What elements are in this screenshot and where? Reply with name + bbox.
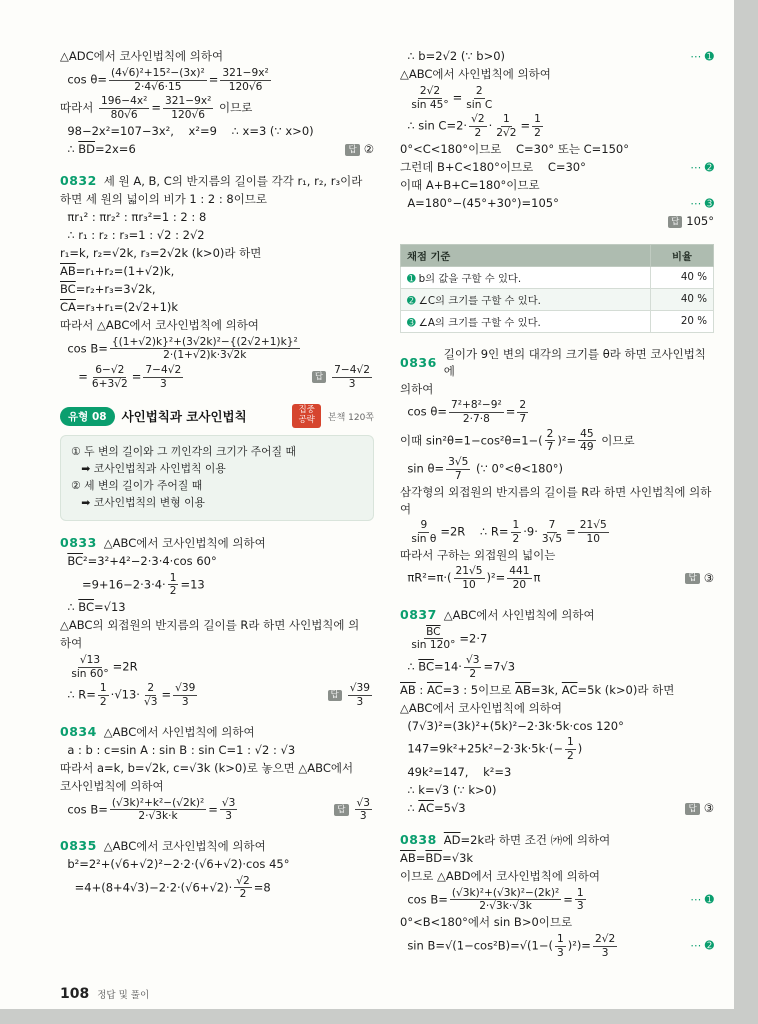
text-line (400, 84, 714, 112)
text-line (60, 723, 374, 742)
line-text: 그런데 B+C<180°이므로 C=30° (400, 160, 586, 175)
line-text: a : b : c=sin A : sin B : sin C=1 : √2 : √3 (60, 743, 296, 757)
line-text: cos θ= $\frac{\text{(4√6)²+15²−(3x)²}}{2\cdot 4√6\cdot 15}$ = $\frac{\text{321−9x²}}{120√6}$ (60, 67, 269, 93)
table-row (401, 288, 714, 310)
text-line (400, 427, 714, 455)
text-line (60, 299, 374, 317)
text-line (60, 123, 374, 141)
text-line (60, 874, 374, 902)
line-text: 하면 세 원의 넓이의 비가 1 : 2 : 8이므로 (60, 191, 268, 206)
line-text: r₁=k, r₂=√2k, r₃=2√2k (k>0)라 하면 (60, 245, 262, 260)
overline-segment: $\overline{AC}$ (418, 801, 434, 816)
text-line (60, 856, 374, 874)
text-line (60, 227, 374, 245)
fraction: $\frac{2}{7}$ (546, 427, 554, 454)
line-text: 의하여 (400, 381, 434, 396)
overline-segment: $\overline{BC}$ (60, 281, 76, 296)
text-line (400, 699, 714, 717)
line-text: b²=2²+(√6+√2)²−2·2·(√6+√2)·cos 45° (60, 857, 290, 872)
line-text: ➡ 코사인법칙의 변형 이용 (71, 496, 205, 510)
line-text: $\overline{AB}=r_1+r_2=(1+√2)k$, (60, 263, 175, 278)
text-line (400, 735, 714, 763)
line-text: sin θ= $\frac{3√5}{7}$ (∵ 0°<θ<180°) (400, 456, 564, 482)
step-marker: ⋯ ➋ (690, 160, 714, 174)
fraction: $\frac{2}{√3}$ (143, 682, 158, 709)
overline-segment: $\overline{AB}$ (400, 850, 416, 865)
line-text: △ABC에서 코사인법칙에 의하여 (400, 700, 562, 715)
fraction: $\frac{45}{49}$ (580, 427, 594, 454)
line-text: 98−2x²=107−3x², x²=9 ∴ x=3 (∵ x>0) (60, 124, 314, 139)
answer-icon: 답 (685, 573, 699, 585)
fraction: $\frac{√3}{2}$ (465, 654, 480, 680)
line-text: 삼각형의 외접원의 반지름의 길이를 R라 하면 사인법칙에 의하여 (400, 484, 712, 516)
line-text: △ABC의 외접원의 반지름의 길이를 R라 하면 사인법칙에 의 (60, 618, 360, 633)
text-line (60, 172, 374, 191)
solution-block (400, 606, 714, 818)
fraction: $\frac{3√5}{7}$ (448, 456, 469, 482)
criteria-cell: ➊ b의 값을 구할 수 있다. (401, 266, 651, 288)
line-text: 따라서 $\frac{\text{196−4x²}}{80√6}$ = $\frac{\text{321−9x²}}{120√6}$ 이므로 (60, 95, 253, 122)
line-text: $\frac{\overline{BC}}{\sin 120^\circ}$ =2·7 (411, 625, 488, 652)
problem-number: 0833 (60, 534, 97, 550)
text-line (400, 112, 714, 140)
line-text: 49k²=147, k²=3 (400, 765, 512, 780)
fraction: $\frac{2√2}{\sin 45^\circ}$ (411, 85, 449, 111)
line-text: ∴ sin C=2· $\frac{√2}{2}$ · $\frac{1}{2√2}$ = $\frac{1}{2}$ (400, 113, 541, 140)
answer-value: 105° (686, 214, 714, 229)
fraction: $\frac{21√5}{10}$ (455, 565, 483, 592)
fraction: $\frac{1}{3}$ (576, 886, 584, 913)
line-text: ∴ $\overline{BC}=√13$ (60, 600, 126, 615)
line-text: △ABC에서 사인법칙에 의하여 (400, 67, 551, 82)
text-line (400, 380, 714, 398)
criteria-cell: ➌ ∠A의 크기를 구할 수 있다. (401, 310, 651, 332)
text-line (400, 546, 714, 564)
text-line (60, 681, 374, 709)
line-text: A=180°−(45°+30°)=105° (400, 196, 559, 211)
book-reference: 본책 120쪽 (327, 412, 374, 423)
overline-segment: $\overline{AB}$ (60, 263, 76, 278)
answer-icon: 답 (334, 804, 348, 816)
fraction: $\frac{\text{(√3k)²+k²−(√2k)²}}{2\cdot√3k\cdot k}$ (111, 796, 205, 823)
fraction: $\frac{√3}{3}$ (356, 796, 370, 823)
line-text: △ABC에서 사인법칙에 의하여 (103, 724, 255, 739)
problem-number: 0832 (60, 172, 97, 188)
grading-criteria-table (400, 244, 714, 333)
text-line (400, 177, 714, 195)
text-line (60, 245, 374, 263)
ratio-cell: 20 % (651, 310, 714, 332)
overline-segment: $\overline{AC}$ (561, 682, 578, 697)
line-text: cos B= $\frac{\text{\{(1+√2)k\}²+(3√2k)²−\{(2√2+1)k\}²}}{2\cdot(1+√2)k\cdot 3√2k}$ (60, 335, 298, 362)
line-text: ② 세 변의 길이가 주어질 때 (71, 479, 203, 493)
answer-value (353, 796, 375, 824)
overline-segment: $\overline{AD}$ (443, 832, 461, 847)
type-badge: 유형 08 (60, 407, 115, 426)
line-text: ∴ R= $\frac{1}{2}$ ·√13· $\frac{2}{√3}$ = $\frac{√39}{3}$ (60, 682, 196, 709)
text-line (400, 850, 714, 868)
overline-segment: $\overline{BC}$ (426, 625, 441, 638)
text-line (400, 717, 714, 735)
line-text: $\overline{AB}$ : $\overline{AC}=3$ : 5이므로 $\overline{AB}=3k$, $\overline{AC}=5k$ (k>0)라 하면 (400, 682, 675, 697)
line-text: 하여 (60, 636, 83, 651)
text-line (60, 141, 374, 159)
line-text: △ABC에서 코사인법칙에 의하여 (103, 838, 266, 853)
step-marker: ⋯ ➊ (690, 49, 714, 63)
fraction: $\frac{441}{20}$ (509, 565, 530, 592)
page-number: 108 (60, 986, 90, 1002)
fraction: $\frac{1}{2}$ (567, 736, 574, 763)
line-text: =9+16−2·3·4· $\frac{1}{2}$ =13 (60, 571, 205, 598)
solution-block (400, 831, 714, 961)
line-text: $\overline{BC}^2=3^2+4^2-2\cdot 3\cdot 4\cdot\cos$ 60° (67, 554, 217, 569)
line-text: 따라서 구하는 외접원의 넓이는 (400, 547, 556, 562)
line-text: △ABC에서 사인법칙에 의하여 (443, 607, 595, 622)
line-text: 이때 sin²θ=1−cos²θ=1−( $\frac{2}{7}$ )²= $\frac{45}{49}$ 이므로 (400, 427, 635, 454)
table-row (401, 310, 714, 332)
type-title: 사인법칙과 코사인법칙 (121, 409, 247, 425)
text-line (400, 455, 714, 483)
problem-number: 0836 (400, 354, 437, 370)
text-line (60, 263, 374, 281)
overline-segment: $\overline{CA}$ (60, 299, 76, 314)
line-text: 0°<B<180°에서 sin B>0이므로 (400, 915, 573, 930)
fraction: $\frac{1}{2}$ (169, 571, 177, 598)
text-block (400, 48, 714, 231)
answer (328, 681, 374, 709)
answer-icon: 답 (668, 216, 682, 228)
line-text: 이때 A+B+C=180°이므로 (400, 178, 540, 193)
overline-segment: $\overline{BD}$ (425, 850, 443, 865)
ratio-cell: 40 % (651, 288, 714, 310)
fraction: $\frac{1}{2}$ (512, 519, 520, 545)
overline-segment: $\overline{AC}$ (426, 682, 443, 697)
line-text: ∴ b=2√2 (∵ b>0) (400, 49, 506, 64)
text-line (400, 606, 714, 625)
line-text: $\frac{√13}{\sin 60^\circ}$ =2R (71, 654, 138, 680)
overline-segment: $\overline{BC}$ (418, 659, 435, 674)
problem-number: 0838 (400, 831, 437, 847)
text-line (400, 141, 714, 159)
line-text: 0°<C<180°이므로 C=30° 또는 C=150° (400, 142, 629, 157)
text-line (400, 831, 714, 850)
text-line (60, 534, 374, 553)
line-text: $\frac{9}{\text{sin θ}}$ =2R ∴ R= $\frac{1}{2}$ ·9· $\frac{7}{3√5}$ = $\frac{21√5}{10}$ (411, 519, 607, 545)
line-text: $\overline{CA}=r_3+r_1=(2√2+1)k$ (60, 299, 179, 314)
ratio-header: 비율 (651, 244, 714, 266)
line-text: 이므로 △ABD에서 코사인법칙에 의하여 (400, 868, 600, 883)
line-text: = $\frac{6-√2}{6+3√2}$ = $\frac{7-4√2}{3}$ (60, 363, 182, 390)
text-line (60, 209, 374, 227)
answer-icon: 답 (312, 371, 326, 383)
text-line (71, 461, 363, 478)
grading-criteria-table-block (400, 244, 714, 333)
type-box (60, 404, 374, 521)
step-marker: ⋯ ➌ (690, 196, 714, 210)
criteria-header: 채점 기준 (401, 244, 651, 266)
line-text: $\overline{AB}=\overline{BD}=√3k$ (400, 850, 474, 865)
text-line (60, 191, 374, 209)
text-line (400, 653, 714, 681)
text-line (60, 635, 374, 653)
text-line (400, 564, 714, 592)
fraction: $\frac{\text{321−9x²}}{120√6}$ (222, 67, 269, 93)
line-text: 따라서 △ABC에서 코사인법칙에 의하여 (60, 317, 259, 332)
fraction: $\frac{1}{3}$ (556, 932, 564, 959)
overline-segment: $\overline{BD}$ (78, 142, 96, 157)
line-text: 길이가 9인 변의 대각의 크기를 θ라 하면 코사인법칙에 (443, 346, 706, 379)
line-text: $\frac{2√2}{\sin 45^\circ}$ = $\frac{2}{\text{sin C}}$ (411, 85, 493, 111)
answer-icon: 답 (685, 803, 699, 815)
text-line (60, 335, 374, 363)
line-text: △ABC에서 코사인법칙에 의하여 (103, 535, 266, 550)
footer-label: 정답 및 풀이 (97, 990, 150, 1001)
fraction: $\frac{1}{2}$ (534, 113, 541, 140)
fraction: $\frac{\text{(√3k)²+(√3k)²−(2k)²}}{2\cdot√3k\cdot√3k}$ (451, 886, 560, 913)
table-row (401, 266, 714, 288)
solution-block (60, 837, 374, 902)
fraction: $\frac{√2}{2}$ (236, 874, 250, 901)
line-text: 코사인법칙에 의하여 (60, 779, 164, 793)
page-edge-bottom (0, 1009, 758, 1024)
text-line (400, 625, 714, 653)
answer-icon: 답 (345, 144, 359, 156)
text-block (60, 48, 374, 159)
solution-block (60, 534, 374, 710)
answer-value (330, 363, 374, 391)
answer (668, 213, 714, 230)
problem-number: 0834 (60, 723, 97, 739)
step-marker: ⋯ ➋ (690, 938, 714, 952)
line-text: =4+(8+4√3)−2·2·(√6+√2)· $\frac{√2}{2}$ =8 (60, 874, 271, 901)
text-line (60, 837, 374, 856)
fraction: $\frac{9}{\text{sin θ}}$ (411, 519, 437, 545)
text-line (60, 66, 374, 94)
left-column (60, 48, 374, 973)
solution-block (400, 346, 714, 593)
fraction: $\frac{\text{321−9x²}}{120√6}$ (164, 95, 212, 122)
fraction: $\frac{\text{\{(1+√2)k\}²+(3√2k)²−\{(2√2+1)k\}²}}{2\cdot(1+√2)k\cdot 3√2k}$ (111, 335, 298, 362)
text-line (400, 159, 714, 177)
text-line (71, 478, 363, 495)
text-line (60, 778, 374, 796)
text-line (400, 886, 714, 914)
fraction: $\frac{21√5}{10}$ (579, 519, 607, 545)
fraction: $\frac{√2}{2}$ (471, 113, 485, 140)
answer (685, 800, 714, 817)
text-line (400, 484, 714, 519)
overline-segment: $\overline{AB}$ (515, 682, 531, 697)
text-line (60, 317, 374, 335)
text-line (400, 48, 714, 66)
fraction: $\frac{\text{196−4x²}}{80√6}$ (100, 95, 148, 122)
type-box-header (60, 404, 374, 428)
step-marker: ⋯ ➊ (690, 892, 714, 906)
problem-number: 0835 (60, 838, 97, 854)
answer (345, 141, 374, 158)
text-line (60, 553, 374, 571)
step-marker: ➋ (407, 294, 416, 307)
right-column (400, 48, 714, 973)
text-line (400, 195, 714, 213)
line-text: 세 원 A, B, C의 반지름의 길이를 각각 r₁, r₂, r₃이라 (103, 173, 363, 188)
line-text: 147=9k²+25k²−2·3k·5k·(− $\frac{1}{2}$ ) (400, 736, 583, 763)
fraction: $\frac{2}{\text{sin C}}$ (466, 85, 493, 111)
text-line (400, 932, 714, 960)
fraction: $\frac{2√2}{3}$ (594, 932, 616, 959)
fraction: $\frac{\text{(4√6)²+15²−(3x)²}}{2\cdot 4√6\cdot 15}$ (111, 67, 205, 93)
text-line (60, 760, 374, 778)
text-line (400, 764, 714, 782)
answer-value: ② (363, 142, 374, 157)
text-line (60, 653, 374, 681)
fraction: $\frac{1}{2}$ (99, 682, 107, 709)
fraction: $\frac{7-4√2}{3}$ (145, 363, 182, 390)
line-text: cos θ= $\frac{\text{7²+8²−9²}}{2\cdot 7\cdot 8}$ = $\frac{2}{7}$ (400, 399, 527, 426)
fraction: $\frac{√39}{3}$ (349, 682, 370, 709)
text-line (400, 782, 714, 800)
text-line (400, 518, 714, 546)
fraction: $\frac{√13}{\sin 60^\circ}$ (71, 654, 109, 680)
line-text: sin B=√(1−cos²B)=√(1−( $\frac{1}{3}$ )²)= $\frac{2√2}{3}$ (400, 932, 616, 959)
text-line (400, 800, 714, 818)
overline-segment: $\overline{BC}$ (67, 554, 84, 569)
fraction: $\frac{2}{7}$ (519, 399, 527, 426)
text-line (60, 48, 374, 66)
fraction: $\frac{√3}{3}$ (221, 796, 236, 823)
text-line (60, 363, 374, 391)
page-edge-right (734, 0, 758, 1024)
step-marker: ➊ (407, 272, 416, 285)
answer (312, 363, 374, 391)
text-line (71, 495, 363, 512)
line-text: πr₁² : πr₂² : πr₃²=1 : 2 : 8 (60, 209, 207, 224)
fraction: $\frac{6-√2}{6+3√2}$ (91, 363, 128, 390)
answer-value: ③ (703, 571, 714, 586)
answer (334, 796, 374, 824)
overline-segment: $\overline{AB}$ (400, 682, 416, 697)
criteria-cell: ➋ ∠C의 크기를 구할 수 있다. (401, 288, 651, 310)
answer (685, 570, 714, 587)
text-line (400, 213, 714, 231)
focus-flag-badge: 집중 공략 (292, 404, 320, 428)
line-text: $\overline{AD}=2k$라 하면 조건 ㈎에 의하여 (443, 832, 611, 847)
text-line (60, 571, 374, 599)
line-text: 따라서 a=k, b=√2k, c=√3k (k>0)로 놓으면 △ABC에서 (60, 761, 354, 775)
text-line (60, 599, 374, 617)
text-line (60, 94, 374, 122)
text-line (400, 914, 714, 932)
fraction: $\frac{1}{2√2}$ (496, 113, 517, 140)
step-marker: ➌ (407, 316, 416, 329)
problem-number: 0837 (400, 606, 437, 622)
page-footer (60, 986, 149, 1002)
line-text: ∴ r₁ : r₂ : r₃=1 : √2 : 2√2 (60, 227, 205, 242)
fraction: $\frac{\overline{BC}}{\sin 120^\circ}$ (411, 625, 456, 652)
line-text: (7√3)²=(3k)²+(5k)²−2·3k·5k·cos 120° (400, 718, 624, 733)
fraction: $\frac{7-4√2}{3}$ (334, 363, 370, 390)
line-text: △ADC에서 코사인법칙에 의하여 (60, 49, 224, 64)
answer-value (346, 681, 374, 709)
text-line (60, 742, 374, 760)
fraction: $\frac{7}{3√5}$ (541, 519, 563, 545)
answer-icon: 답 (328, 690, 342, 702)
fraction: $\frac{√39}{3}$ (175, 682, 196, 709)
solution-block (60, 172, 374, 392)
line-text: ➡ 코사인법칙과 사인법칙 이용 (71, 462, 226, 476)
overline-segment: $\overline{BC}$ (78, 600, 95, 615)
text-line (71, 444, 363, 461)
line-text: ① 두 변의 길이와 그 끼인각의 크기가 주어질 때 (71, 445, 296, 459)
answer-value: ③ (703, 801, 714, 816)
line-text: $\overline{BC}=r_2+r_3=3√2k$, (60, 281, 156, 296)
line-text: cos B= $\frac{\text{(√3k)²+k²−(√2k)²}}{2\cdot√3k\cdot k}$ = $\frac{√3}{3}$ (60, 796, 236, 823)
text-line (400, 398, 714, 426)
line-text: cos B= $\frac{\text{(√3k)²+(√3k)²−(2k)²}}{2\cdot√3k\cdot√3k}$ = $\frac{1}{3}$ (400, 886, 584, 913)
text-line (60, 617, 374, 635)
line-text: ∴ k=√3 (∵ k>0) (400, 783, 497, 798)
text-line (400, 681, 714, 699)
text-line (60, 281, 374, 299)
page-content (60, 48, 714, 973)
solution-block (60, 723, 374, 824)
fraction: $\frac{\text{7²+8²−9²}}{2\cdot 7\cdot 8}$ (451, 399, 502, 426)
text-line (60, 796, 374, 824)
line-text: ∴ $\overline{BD}=2x=6$ (60, 142, 136, 157)
text-line (400, 346, 714, 381)
text-line (400, 868, 714, 886)
text-line (400, 66, 714, 84)
line-text: ∴ $\overline{AC}=5√3$ (400, 801, 466, 816)
ratio-cell: 40 % (651, 266, 714, 288)
line-text: ∴ $\overline{BC}=14\cdot$ $\frac{√3}{2}$ =7√3 (400, 654, 516, 680)
tips-box (60, 435, 374, 521)
line-text: πR²=π·( $\frac{21√5}{10}$ )²= $\frac{441}{20}$ π (400, 565, 541, 592)
